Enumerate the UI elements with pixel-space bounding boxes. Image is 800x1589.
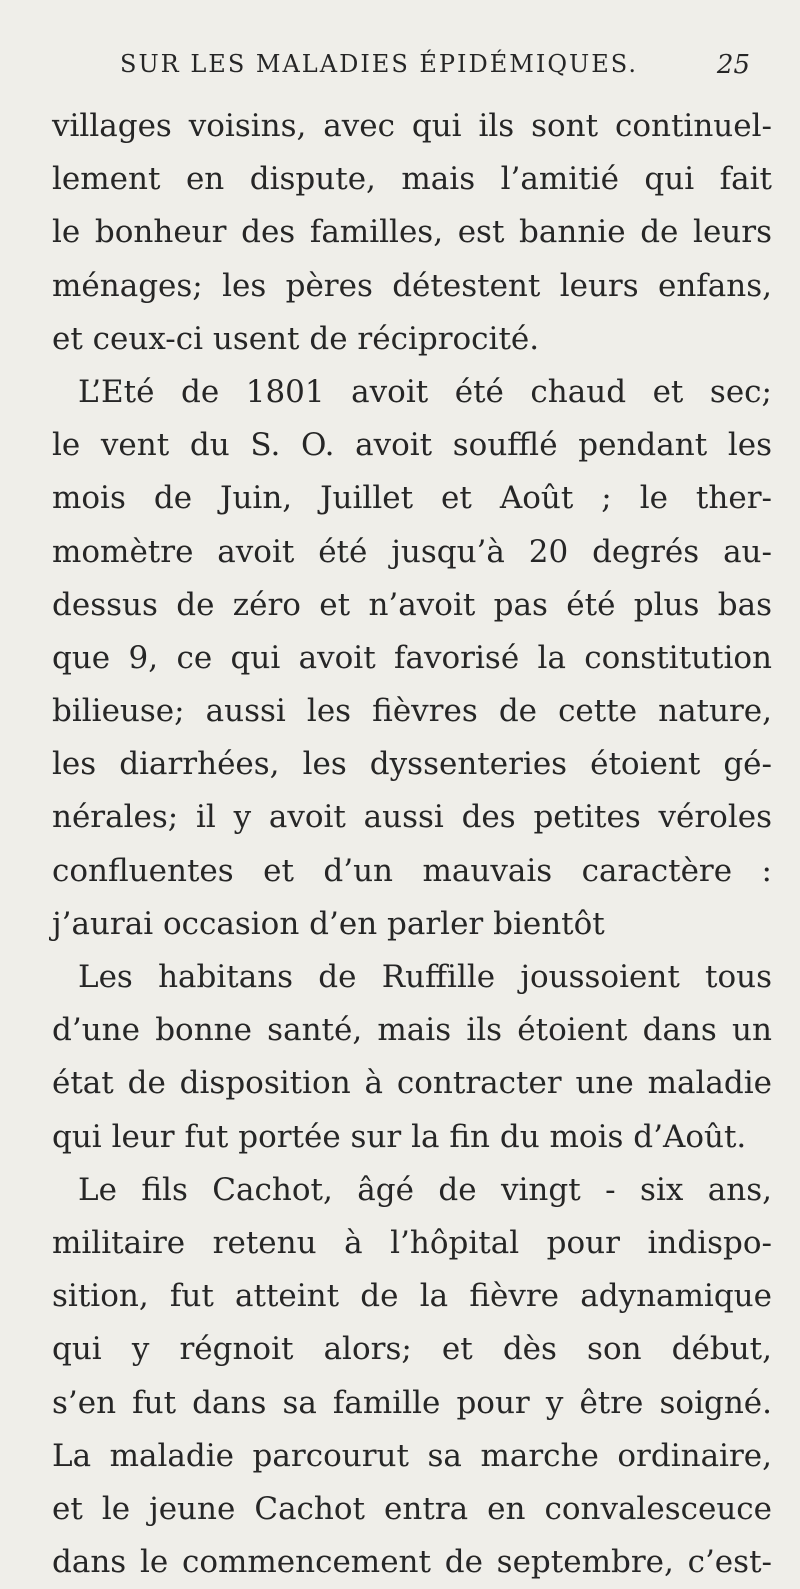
text-line: le bonheur des familles, est bannie de leurs [52, 214, 772, 251]
text-line: confluentes et d’un mauvais caractère : [52, 852, 772, 889]
text-line: état de disposition à contracter une maladie [52, 1065, 772, 1102]
page-header [110, 50, 750, 96]
text-line: L’Eté de 1801 avoit été chaud et sec; [78, 373, 772, 410]
text-line: et ceux-ci usent de réciprocité. [52, 320, 540, 357]
text-line: dessus de zéro et n’avoit pas été plus bas [52, 586, 772, 623]
text-line: nérales; il y avoit aussi des petites véroles [52, 799, 772, 836]
text-line: Le fils Cachot, âgé de vingt - six ans, [78, 1171, 772, 1208]
text-line: militaire retenu à l’hôpital pour indispo- [52, 1224, 772, 1261]
text-line: qui y régnoit alors; et dès son début, [52, 1331, 772, 1368]
text-line: momètre avoit été jusqu’à 20 degrés au- [52, 533, 772, 570]
text-line: que 9, ce qui avoit favorisé la constitution [52, 639, 772, 676]
text-line: mois de Juin, Juillet et Août ; le ther- [52, 480, 772, 517]
text-line: bilieuse; aussi les fièvres de cette nature, [52, 693, 772, 730]
text-line: villages voisins, avec qui ils sont continuel- [52, 108, 772, 144]
text-line: et le jeune Cachot entra en convalesceuce [52, 1490, 772, 1527]
text-line: lement en dispute, mais l’amitié qui fait [52, 161, 772, 198]
text-line: le vent du S. O. avoit soufflé pendant les [52, 427, 772, 464]
text-line: s’en fut dans sa famille pour y être soigné. [52, 1384, 772, 1421]
text-line: qui leur fut portée sur la fin du mois d’Août. [52, 1118, 747, 1155]
running-head: SUR LES MALADIES ÉPIDÉMIQUES. [120, 50, 638, 78]
text-line: dans le commencement de septembre, c’est- [52, 1544, 772, 1581]
page-number: 25 [716, 50, 750, 80]
text-line: d’une bonne santé, mais ils étoient dans un [52, 1012, 772, 1049]
text-line: sition, fut atteint de la fièvre adynamique [52, 1278, 772, 1315]
text-line: La maladie parcourut sa marche ordinaire, [52, 1437, 772, 1474]
text-line: Les habitans de Ruffille joussoient tous [78, 959, 772, 995]
body-text [52, 100, 772, 1589]
text-line: j’aurai occasion d’en parler bientôt [52, 905, 605, 942]
text-line: les diarrhées, les dyssenteries étoient gé- [52, 746, 772, 783]
text-line: ménages; les pères détestent leurs enfans, [52, 267, 772, 304]
